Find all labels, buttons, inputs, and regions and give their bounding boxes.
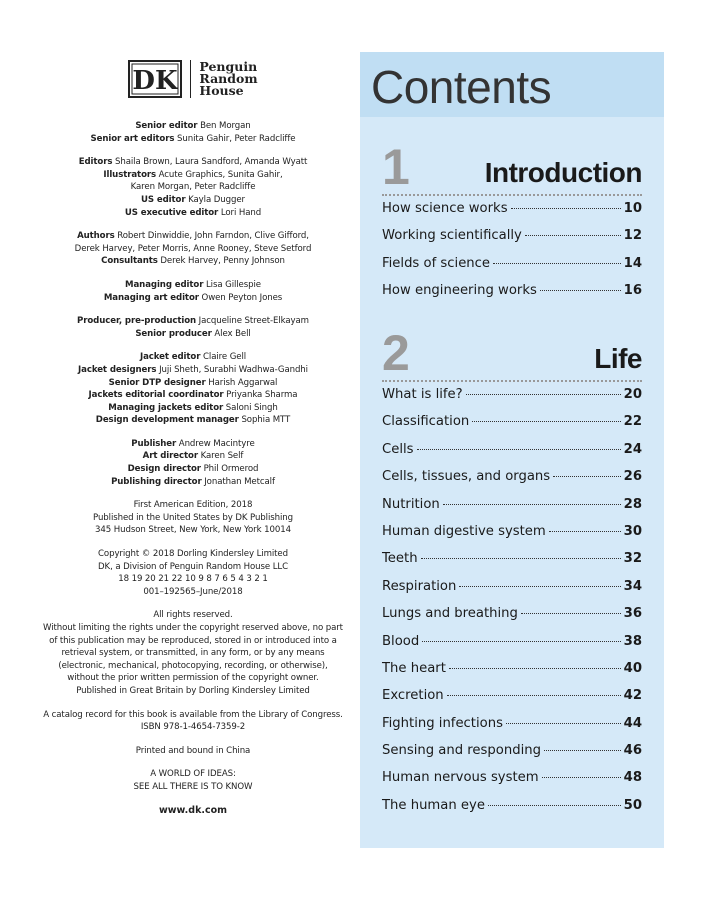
toc-entry-title: Working scientifically	[382, 228, 522, 244]
credit-role: Illustrators	[103, 169, 157, 180]
toc-page-number: 38	[623, 633, 642, 649]
toc-page-number: 42	[623, 688, 642, 704]
contents-panel	[360, 52, 664, 848]
credit-role: Authors	[77, 231, 115, 242]
dot-leader	[553, 476, 620, 477]
imprint-line: Published in the United States by DK Publishing	[93, 512, 293, 523]
credit-names: Priyanka Sharma	[226, 390, 298, 401]
credits-group	[36, 230, 350, 268]
credit-role: US executive editor	[124, 207, 219, 218]
credit-row	[36, 133, 350, 146]
section-header-life	[382, 325, 642, 382]
imprint-column	[36, 60, 350, 816]
credits-group	[36, 438, 350, 488]
wordmark-line: House	[199, 83, 244, 98]
contents-heading: Contents	[371, 61, 552, 113]
imprint-line: of this publication may be reproduced, stored in or introduced into a	[49, 635, 337, 646]
dot-leader	[549, 531, 621, 532]
credit-names: Robert Dinwiddie, John Farndon, Clive Gifford,	[117, 231, 309, 242]
credit-role: Design development manager	[95, 415, 239, 426]
credit-role: Managing jackets editor	[108, 402, 224, 413]
logo-divider	[190, 60, 191, 98]
toc-entry-title: Sensing and responding	[382, 743, 541, 759]
toc-entry-title: Fields of science	[382, 255, 491, 271]
credit-names: Derek Harvey, Peter Morris, Anne Rooney, Steve Setford	[74, 243, 312, 254]
imprint-line: Copyright © 2018 Dorling Kindersley Limited	[98, 549, 288, 560]
toc-entry-title: Nutrition	[382, 496, 440, 512]
wordmark-line: Penguin	[199, 59, 258, 74]
credit-role: Jacket editor	[139, 352, 201, 363]
toc-page-number: 44	[623, 715, 642, 731]
credit-row	[36, 402, 350, 415]
toc-entry[interactable]	[382, 770, 642, 797]
credit-role: Managing editor	[125, 279, 204, 290]
dot-leader	[447, 695, 621, 696]
toc-entry-title: Fighting infections	[382, 715, 503, 731]
toc-entry-title: The human eye	[382, 797, 485, 813]
dot-leader	[540, 290, 621, 291]
section-number: 2	[382, 325, 410, 381]
credit-role: Producer, pre-production	[77, 316, 197, 327]
credit-names: Karen Self	[200, 451, 244, 462]
toc-entry[interactable]	[382, 469, 642, 496]
wordmark-line: Random	[199, 71, 258, 86]
toc-page-number: 26	[623, 469, 642, 485]
credit-role: Editors	[78, 157, 113, 168]
toc-entry-title: The heart	[382, 660, 446, 676]
imprint-line: without the prior written permission of the copyright owner.	[67, 673, 319, 684]
credit-row	[36, 315, 350, 328]
credit-row	[36, 207, 350, 220]
toc-list-introduction	[382, 201, 642, 311]
credits-group	[36, 156, 350, 219]
toc-page-number: 32	[623, 551, 642, 567]
credit-names: Sunita Gahir, Peter Radcliffe	[177, 133, 296, 144]
dot-leader	[449, 668, 621, 669]
credit-names: Claire Gell	[203, 352, 247, 363]
imprint-line: 345 Hudson Street, New York, New York 10014	[95, 525, 291, 536]
toc-entry-title: Lungs and breathing	[382, 606, 518, 622]
credit-row	[36, 438, 350, 451]
penguin-random-house-wordmark	[199, 61, 257, 97]
dot-leader	[417, 449, 621, 450]
toc-entry-title: What is life?	[382, 387, 463, 402]
toc-entry[interactable]	[382, 414, 642, 441]
section-title: Introduction	[484, 157, 642, 188]
imprint-block	[36, 499, 350, 793]
dot-leader	[493, 263, 621, 264]
toc-entry[interactable]	[382, 283, 642, 310]
imprint-line: Printed and bound in China	[135, 745, 251, 756]
imprint-line: A catalog record for this book is available from the Library of Congress.	[43, 709, 343, 720]
imprint-paragraph	[36, 499, 350, 537]
toc-entry-title: Excretion	[382, 688, 444, 704]
dot-leader	[544, 750, 621, 751]
credit-row	[36, 476, 350, 489]
imprint-paragraph	[36, 609, 350, 697]
toc-entry[interactable]	[382, 497, 642, 524]
credit-names: Juji Sheth, Surabhi Wadhwa-Gandhi	[159, 364, 308, 375]
imprint-line: SEE ALL THERE IS TO KNOW	[133, 781, 253, 792]
dot-leader	[443, 504, 621, 505]
dot-leader	[488, 805, 621, 806]
credit-row	[36, 389, 350, 402]
dot-leader	[466, 394, 621, 395]
dot-leader	[459, 586, 620, 587]
toc-entry[interactable]	[382, 579, 642, 606]
credit-names: Owen Peyton Jones	[201, 292, 283, 303]
credit-names: Phil Ormerod	[203, 464, 259, 475]
credit-names: Sophia MTT	[241, 415, 291, 426]
toc-entry-title: Blood	[382, 633, 420, 649]
toc-page-number: 28	[623, 496, 642, 512]
credit-names: Jonathan Metcalf	[204, 476, 275, 487]
toc-page-number: 10	[623, 201, 642, 216]
toc-page-number: 34	[623, 578, 642, 594]
toc-page-number: 40	[623, 660, 642, 676]
credit-row	[36, 156, 350, 169]
section-number: 1	[382, 139, 410, 195]
toc-entry[interactable]	[382, 798, 642, 825]
imprint-line: First American Edition, 2018	[133, 500, 253, 511]
toc-page-number: 48	[623, 770, 642, 786]
imprint-line: 18 19 20 21 22 10 9 8 7 6 5 4 3 2 1	[118, 574, 268, 585]
credit-role: Senior editor	[135, 121, 198, 131]
dot-leader	[521, 613, 621, 614]
toc-page-number: 36	[623, 606, 642, 622]
dot-leader	[472, 421, 620, 422]
toc-page-number: 22	[623, 414, 642, 430]
credit-role: Managing art editor	[103, 292, 199, 303]
credit-names: Harish Aggarwal	[208, 377, 278, 388]
credit-role: Consultants	[101, 256, 158, 267]
publisher-logo	[36, 60, 350, 98]
toc-page-number: 24	[623, 441, 642, 457]
toc-entry-title: Teeth	[382, 551, 418, 567]
credit-role: Senior art editors	[90, 133, 175, 144]
toc-entry[interactable]	[382, 256, 642, 283]
toc-page-number: 16	[623, 283, 642, 299]
dot-leader	[525, 235, 621, 236]
imprint-line: 001–192565–June/2018	[143, 586, 243, 597]
credit-names: Jacqueline Street-Elkayam	[198, 316, 309, 327]
credit-row	[36, 243, 350, 256]
credit-names: Lisa Gillespie	[205, 279, 261, 290]
toc-entry[interactable]	[382, 716, 642, 743]
dk-logo-text: DK	[132, 66, 178, 96]
credit-row	[36, 120, 350, 133]
imprint-paragraph	[36, 768, 350, 793]
toc-entry-title: How engineering works	[382, 283, 537, 299]
toc-entry[interactable]	[382, 228, 642, 255]
imprint-line: All rights reserved.	[153, 610, 233, 621]
dot-leader	[542, 777, 621, 778]
credit-row	[36, 181, 350, 194]
credit-row	[36, 377, 350, 390]
credits-group	[36, 120, 350, 145]
credit-names: Derek Harvey, Penny Johnson	[160, 256, 285, 267]
credit-role: Senior DTP designer	[108, 377, 206, 388]
credit-role: Design director	[127, 464, 201, 475]
credit-names: Lori Hand	[220, 207, 262, 218]
imprint-line: ISBN 978-1-4654-7359-2	[140, 722, 246, 733]
credit-row	[36, 364, 350, 377]
credit-row	[36, 463, 350, 476]
website-url: www.dk.com	[158, 804, 228, 816]
toc-entry[interactable]	[382, 524, 642, 551]
credit-names: Andrew Macintyre	[178, 438, 255, 449]
credit-row	[36, 414, 350, 427]
credit-names: Acute Graphics, Sunita Gahir,	[158, 169, 283, 180]
imprint-paragraph	[36, 709, 350, 734]
dk-logo-icon	[128, 60, 182, 98]
toc-entry-title: Respiration	[382, 578, 457, 594]
credits-group	[36, 279, 350, 304]
toc-entry[interactable]	[382, 387, 642, 414]
toc-entry-title: Human digestive system	[382, 523, 546, 539]
toc-entry-title: How science works	[382, 201, 508, 216]
toc-page-number: 30	[623, 523, 642, 539]
toc-entry-title: Cells, tissues, and organs	[382, 469, 551, 485]
toc-page-number: 20	[623, 387, 642, 402]
credit-names: Shaila Brown, Laura Sandford, Amanda Wyatt	[115, 157, 308, 168]
toc-entry[interactable]	[382, 442, 642, 469]
credit-role: Senior producer	[135, 328, 212, 339]
imprint-line: retrieval system, or transmitted, in any form, or by any means	[61, 648, 325, 659]
toc-page-number: 50	[623, 797, 642, 813]
toc-entry[interactable]	[382, 634, 642, 661]
credit-role: Jacket designers	[78, 364, 157, 375]
imprint-line: DK, a Division of Penguin Random House LLC	[98, 561, 288, 572]
dot-leader	[506, 723, 621, 724]
credit-row	[36, 194, 350, 207]
toc-list-life	[382, 387, 642, 825]
contents-title-box	[360, 52, 664, 117]
credit-row	[36, 169, 350, 182]
section-header-introduction	[382, 139, 642, 196]
toc-entry-title: Classification	[382, 414, 470, 430]
credit-row	[36, 255, 350, 268]
credit-role: Publishing director	[111, 476, 202, 487]
toc-entry[interactable]	[382, 661, 642, 688]
credit-role: US editor	[141, 194, 186, 205]
credits-block	[36, 120, 350, 488]
credits-group	[36, 351, 350, 427]
credit-names: Saloni Singh	[225, 402, 278, 413]
toc-entry[interactable]	[382, 743, 642, 770]
imprint-paragraph	[36, 548, 350, 598]
credit-names: Ben Morgan	[200, 121, 251, 131]
credit-row	[36, 292, 350, 305]
toc-entry-title: Cells	[382, 441, 414, 457]
imprint-paragraph	[36, 745, 350, 758]
credit-role: Art director	[142, 451, 198, 462]
dot-leader	[421, 558, 621, 559]
credit-names: Alex Bell	[214, 328, 251, 339]
credit-role: Publisher	[131, 438, 177, 449]
toc-page-number: 46	[623, 743, 642, 759]
credit-row	[36, 450, 350, 463]
section-title: Life	[594, 343, 642, 374]
credit-row	[36, 351, 350, 364]
credit-row	[36, 230, 350, 243]
credit-names: Kayla Dugger	[188, 194, 245, 205]
credits-group	[36, 315, 350, 340]
credit-names: Karen Morgan, Peter Radcliffe	[130, 182, 256, 193]
toc-entry[interactable]	[382, 606, 642, 633]
credit-row	[36, 279, 350, 292]
toc-entry[interactable]	[382, 201, 642, 228]
toc-page-number: 12	[623, 228, 642, 244]
imprint-line: A WORLD OF IDEAS:	[150, 769, 236, 780]
toc-entry-title: Human nervous system	[382, 770, 539, 786]
credit-role: Jackets editorial coordinator	[88, 390, 224, 401]
imprint-line: (electronic, mechanical, photocopying, recording, or otherwise),	[58, 660, 328, 671]
toc-entry[interactable]	[382, 688, 642, 715]
credit-row	[36, 328, 350, 341]
dot-leader	[511, 208, 621, 209]
toc-page-number: 14	[623, 255, 642, 271]
dot-leader	[422, 641, 620, 642]
toc-entry[interactable]	[382, 551, 642, 578]
imprint-line: Published in Great Britain by Dorling Kindersley Limited	[76, 685, 310, 696]
imprint-line: Without limiting the rights under the copyright reserved above, no part	[43, 623, 343, 633]
